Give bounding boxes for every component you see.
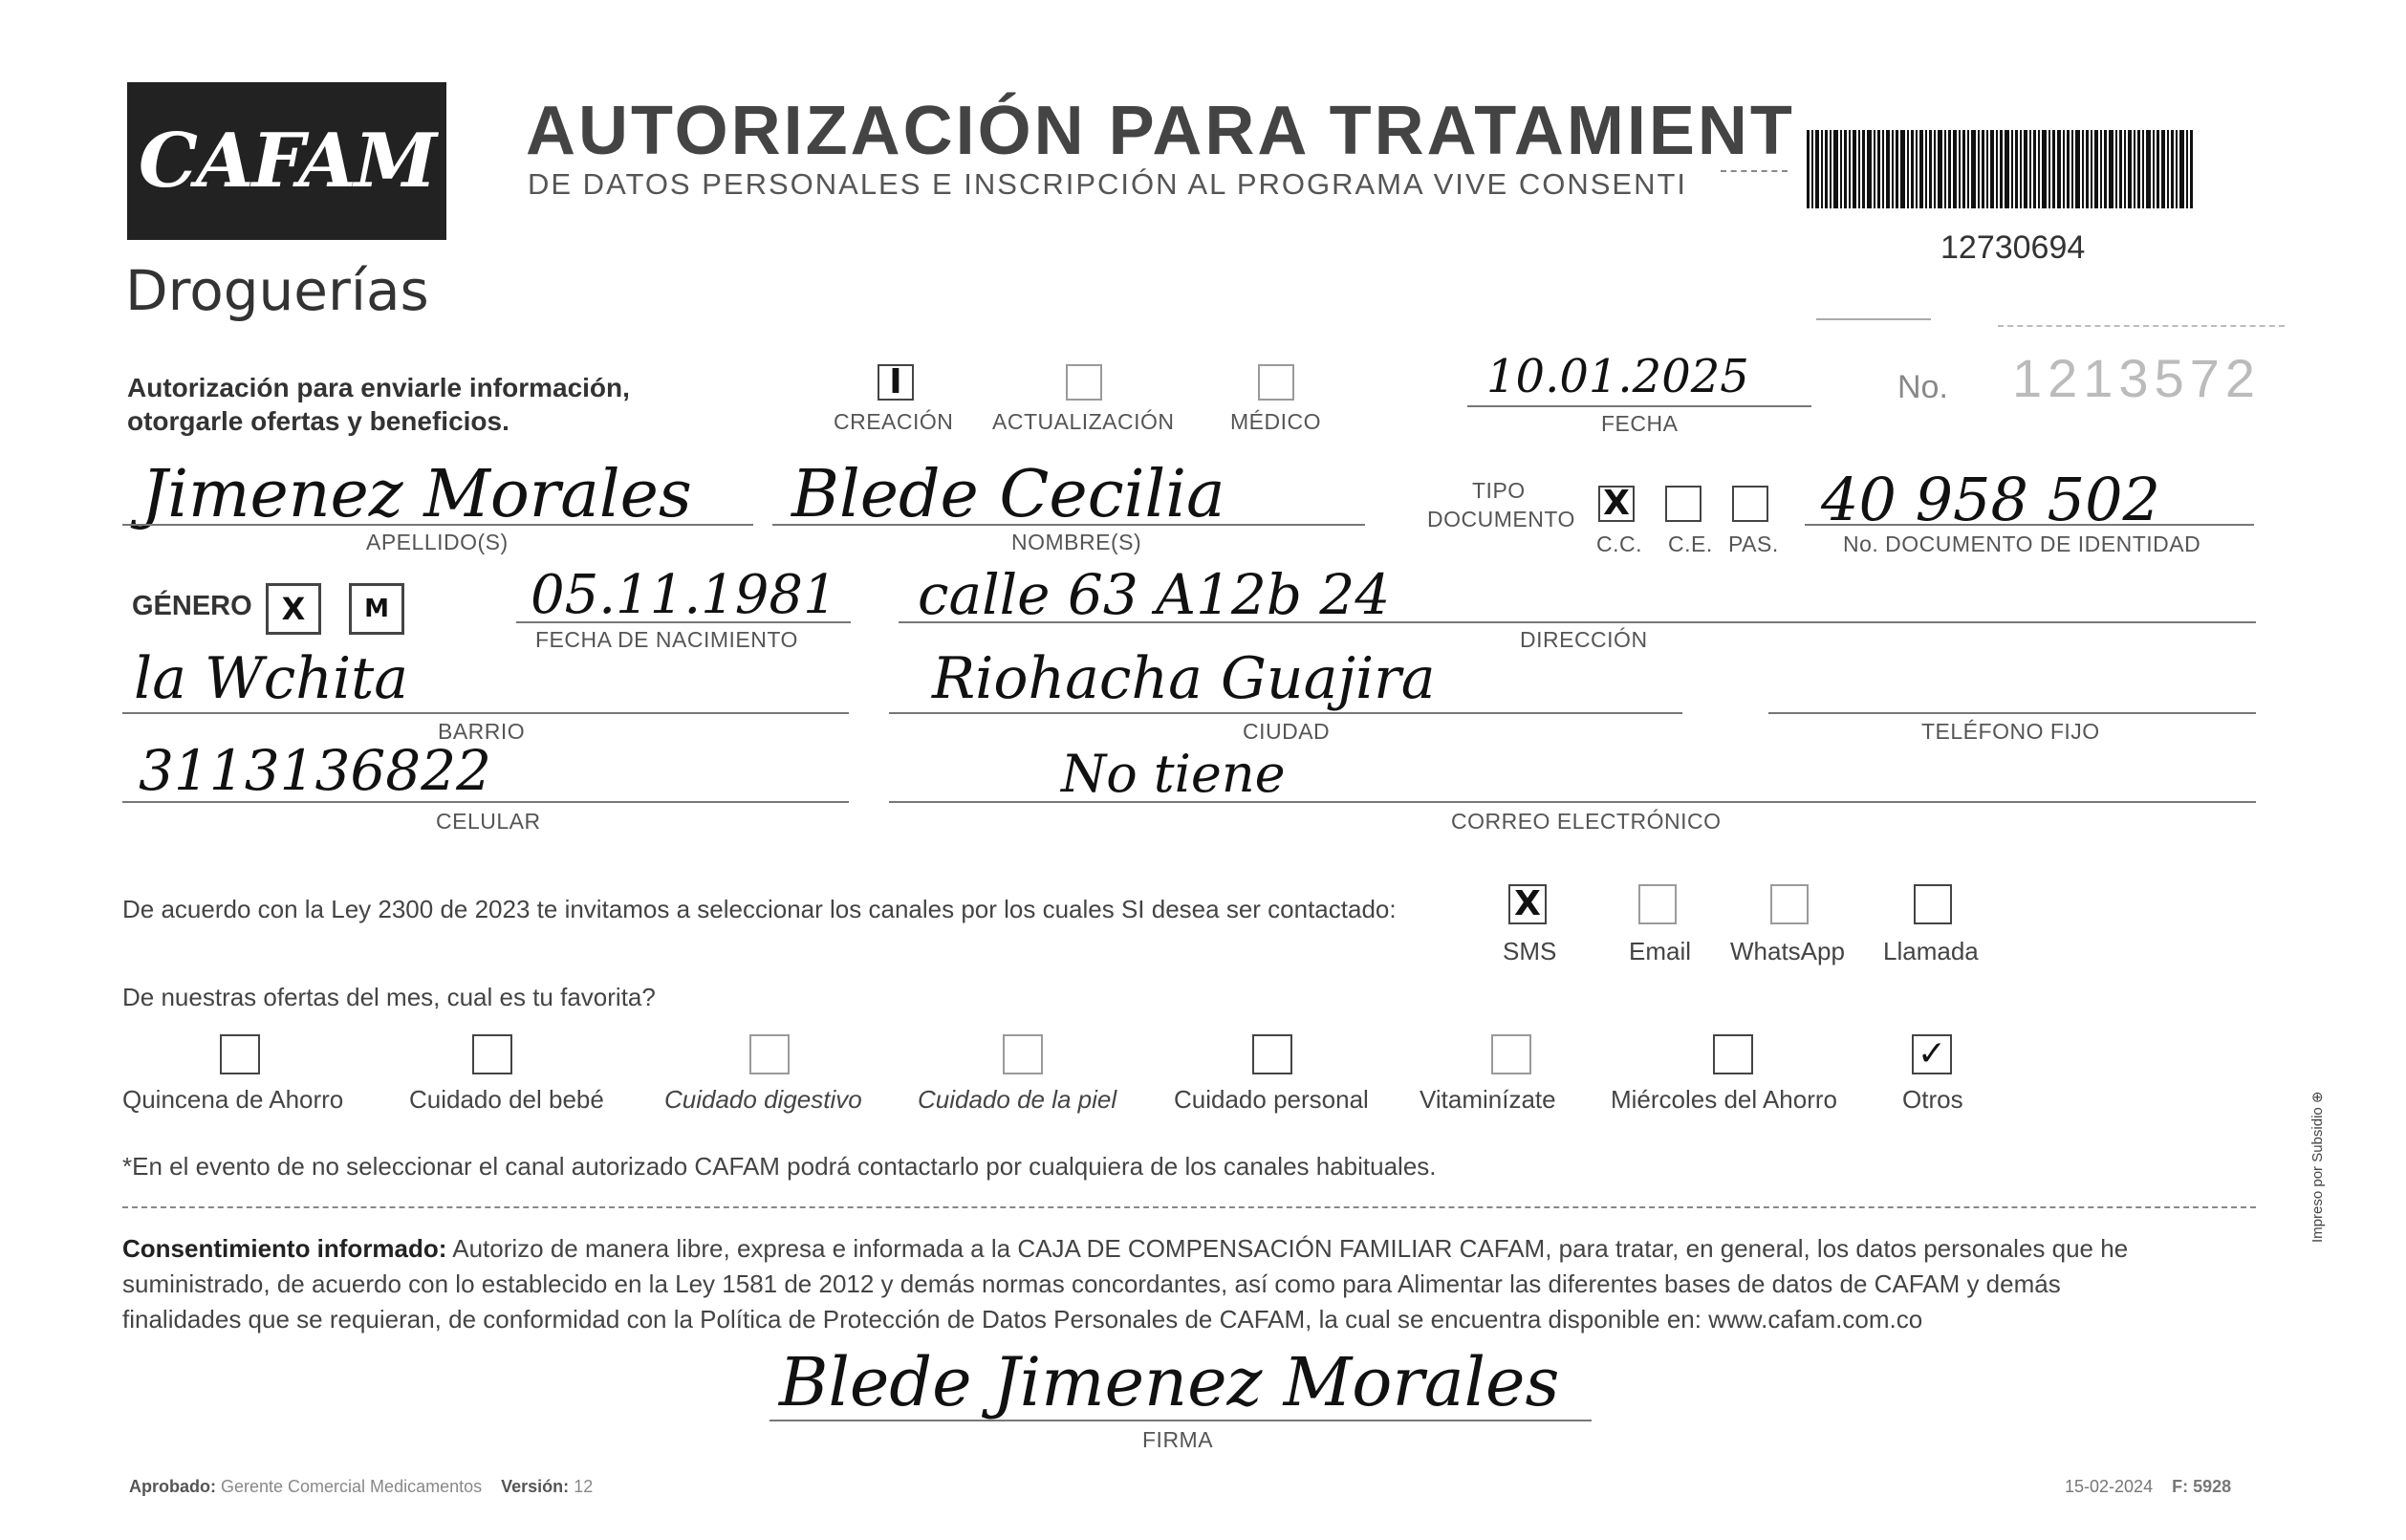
- doc-number-label: No. DOCUMENTO DE IDENTIDAD: [1843, 531, 2201, 556]
- form-title: AUTORIZACIÓN PARA TRATAMIENT: [526, 93, 1795, 169]
- offers-prompt: De nuestras ofertas del mes, cual es tu favorita?: [122, 983, 656, 1011]
- logo-text: CAFAM: [138, 118, 436, 205]
- ciudad-value[interactable]: Riohacha Guajira: [932, 645, 1436, 712]
- medico-label: MÉDICO: [1230, 409, 1321, 434]
- creacion-checkbox[interactable]: [878, 364, 914, 401]
- genero-f-mark: X: [281, 591, 306, 627]
- fecha-value[interactable]: 10.01.2025: [1486, 350, 1749, 403]
- nombres-label: NOMBRE(S): [1011, 530, 1142, 554]
- offer-vitaminizate-label: Vitaminízate: [1420, 1085, 1556, 1114]
- birth-value[interactable]: 05.11.1981: [531, 564, 837, 626]
- side-imprint: Impreso por Subsidio ⊕: [2309, 1091, 2326, 1243]
- celular-label: CELULAR: [436, 809, 541, 834]
- celular-value[interactable]: 3113136822: [139, 738, 492, 803]
- actualizacion-checkbox[interactable]: [1066, 364, 1102, 401]
- apellidos-line: [122, 524, 753, 526]
- auth-text: [127, 371, 630, 438]
- doc-type-ce-label: C.E.: [1668, 531, 1713, 556]
- nombres-line: [772, 524, 1365, 526]
- telefono-label: TELÉFONO FIJO: [1921, 719, 2100, 744]
- channel-whatsapp-checkbox[interactable]: [1770, 884, 1809, 924]
- celular-line: [122, 801, 849, 803]
- auth-text-line2: otorgarle ofertas y beneficios.: [127, 406, 509, 436]
- aprobado-value: Gerente Comercial Medicamentos: [221, 1477, 483, 1496]
- channel-llamada-label: Llamada: [1883, 937, 1979, 965]
- header-rule: [1998, 325, 2285, 327]
- no-label: No.: [1897, 369, 1948, 405]
- channel-sms-checkbox[interactable]: [1508, 884, 1547, 924]
- genero-m-checkbox[interactable]: [349, 583, 404, 635]
- signature-label: FIRMA: [1142, 1427, 1214, 1452]
- barrio-label: BARRIO: [438, 719, 526, 744]
- offer-miercoles-label: Miércoles del Ahorro: [1611, 1085, 1837, 1114]
- doc-type-cc-mark: X: [1603, 484, 1630, 523]
- doc-type-ce-checkbox[interactable]: [1665, 486, 1702, 522]
- footer-right: [2065, 1477, 2231, 1497]
- address-line: [899, 621, 2256, 623]
- channel-email-label: Email: [1629, 937, 1692, 965]
- barcode-underline: [1816, 318, 1931, 320]
- barrio-value[interactable]: la Wchita: [134, 645, 409, 712]
- footer-date: 15-02-2024: [2065, 1477, 2154, 1496]
- offer-digestivo-checkbox[interactable]: [749, 1034, 790, 1074]
- section-divider: [122, 1206, 2256, 1208]
- offer-otros-mark: ✓: [1917, 1034, 1947, 1074]
- signature[interactable]: Blede Jimenez Morales: [779, 1343, 1560, 1421]
- actualizacion-label: ACTUALIZACIÓN: [992, 409, 1175, 434]
- form-code: F: 5928: [2172, 1477, 2232, 1496]
- offer-bebe-checkbox[interactable]: [472, 1034, 512, 1074]
- no-value: 1213572: [2012, 348, 2262, 408]
- apellidos-value[interactable]: Jimenez Morales: [141, 457, 692, 532]
- channel-sms-label: SMS: [1503, 937, 1557, 965]
- fecha-label: FECHA: [1601, 411, 1679, 436]
- cafam-logo: [127, 82, 446, 240]
- offer-bebe-label: Cuidado del bebé: [409, 1085, 604, 1114]
- doc-type-cc-checkbox[interactable]: [1598, 486, 1635, 522]
- auth-text-line1: Autorización para enviarle información,: [127, 373, 630, 402]
- consent-line3: finalidades que se requieran, de conformidad con la Política de Protección de Datos Personales de CAFAM, la cual se encuentra disponible en: www.cafam.com.co: [122, 1305, 1923, 1334]
- telefono-line: [1768, 712, 2256, 714]
- nombres-value[interactable]: Blede Cecilia: [791, 457, 1225, 532]
- consent-line1: [122, 1231, 2256, 1267]
- footer-left: [129, 1477, 593, 1497]
- genero-f-checkbox[interactable]: [266, 583, 321, 635]
- correo-value[interactable]: No tiene: [1061, 744, 1286, 804]
- doc-type-pas-label: PAS.: [1728, 531, 1779, 556]
- ciudad-label: CIUDAD: [1243, 719, 1331, 744]
- offer-piel-checkbox[interactable]: [1003, 1034, 1043, 1074]
- medico-checkbox[interactable]: [1258, 364, 1294, 401]
- doc-type-pas-checkbox[interactable]: [1732, 486, 1768, 522]
- version-label: Versión:: [501, 1477, 570, 1496]
- correo-line: [889, 801, 2256, 803]
- brand-subtitle: Droguerías: [125, 258, 429, 323]
- genero-m-label: M: [364, 595, 389, 623]
- barrio-line: [122, 712, 849, 714]
- form-subtitle: DE DATOS PERSONALES E INSCRIPCIÓN AL PROGRAMA VIVE CONSENTI: [528, 167, 1688, 201]
- version-value: 12: [574, 1477, 594, 1496]
- fecha-line: [1467, 405, 1811, 407]
- apellidos-label: APELLIDO(S): [366, 530, 509, 554]
- signature-line: [769, 1420, 1592, 1421]
- doc-number-line: [1805, 524, 2254, 526]
- birth-label: FECHA DE NACIMIENTO: [535, 627, 798, 652]
- offer-digestivo-label: Cuidado digestivo: [664, 1085, 862, 1114]
- channel-sms-mark: X: [1514, 884, 1541, 923]
- tipo-doc-label-2: DOCUMENTO: [1427, 507, 1575, 531]
- creacion-mark: I: [889, 362, 902, 401]
- channels-prompt: De acuerdo con la Ley 2300 de 2023 te invitamos a seleccionar los canales por los cuales SI desea ser contactado:: [122, 895, 1397, 923]
- offer-miercoles-checkbox[interactable]: [1713, 1034, 1753, 1074]
- offer-vitaminizate-checkbox[interactable]: [1491, 1034, 1531, 1074]
- address-label: DIRECCIÓN: [1520, 627, 1648, 652]
- channel-email-checkbox[interactable]: [1638, 884, 1677, 924]
- ciudad-line: [889, 712, 1682, 714]
- birth-line: [516, 621, 851, 623]
- consent-text-1: Autorizo de manera libre, expresa e informada a la CAJA DE COMPENSACIÓN FAMILIAR CAFAM, para tratar, en general, los datos personales que he: [452, 1234, 2129, 1263]
- offer-quincena-checkbox[interactable]: [220, 1034, 260, 1074]
- doc-number-value[interactable]: 40 958 502: [1821, 465, 2160, 534]
- title-rule: [1721, 170, 1788, 172]
- consent-heading: Consentimiento informado:: [122, 1234, 447, 1263]
- barcode: [1807, 130, 2193, 208]
- creacion-label: CREACIÓN: [834, 409, 954, 434]
- tipo-doc-label-1: TIPO: [1472, 478, 1526, 503]
- channel-whatsapp-label: WhatsApp: [1730, 937, 1845, 965]
- barcode-number: 12730694: [1940, 229, 2086, 266]
- offer-quincena-label: Quincena de Ahorro: [122, 1085, 344, 1114]
- correo-label: CORREO ELECTRÓNICO: [1451, 809, 1722, 834]
- footnote: *En el evento de no seleccionar el canal autorizado CAFAM podrá contactarlo por cualquiera de los canales habituales.: [122, 1152, 1437, 1181]
- offer-personal-checkbox[interactable]: [1252, 1034, 1292, 1074]
- address-value[interactable]: calle 63 A12b 24: [918, 562, 1391, 627]
- channel-llamada-checkbox[interactable]: [1914, 884, 1952, 924]
- offer-personal-label: Cuidado personal: [1174, 1085, 1369, 1114]
- consent-block: [122, 1231, 2256, 1337]
- genero-label: GÉNERO: [132, 591, 252, 621]
- offer-piel-label: Cuidado de la piel: [918, 1085, 1117, 1114]
- doc-type-cc-label: C.C.: [1596, 531, 1642, 556]
- consent-line2: suministrado, de acuerdo con lo establecido en la Ley 1581 de 2012 y demás normas concordantes, así como para Alimentar las diferentes bases de datos de CAFAM y demás: [122, 1269, 2061, 1298]
- offer-otros-checkbox[interactable]: [1912, 1034, 1952, 1074]
- aprobado-label: Aprobado:: [129, 1477, 216, 1496]
- offer-otros-label: Otros: [1902, 1085, 1963, 1114]
